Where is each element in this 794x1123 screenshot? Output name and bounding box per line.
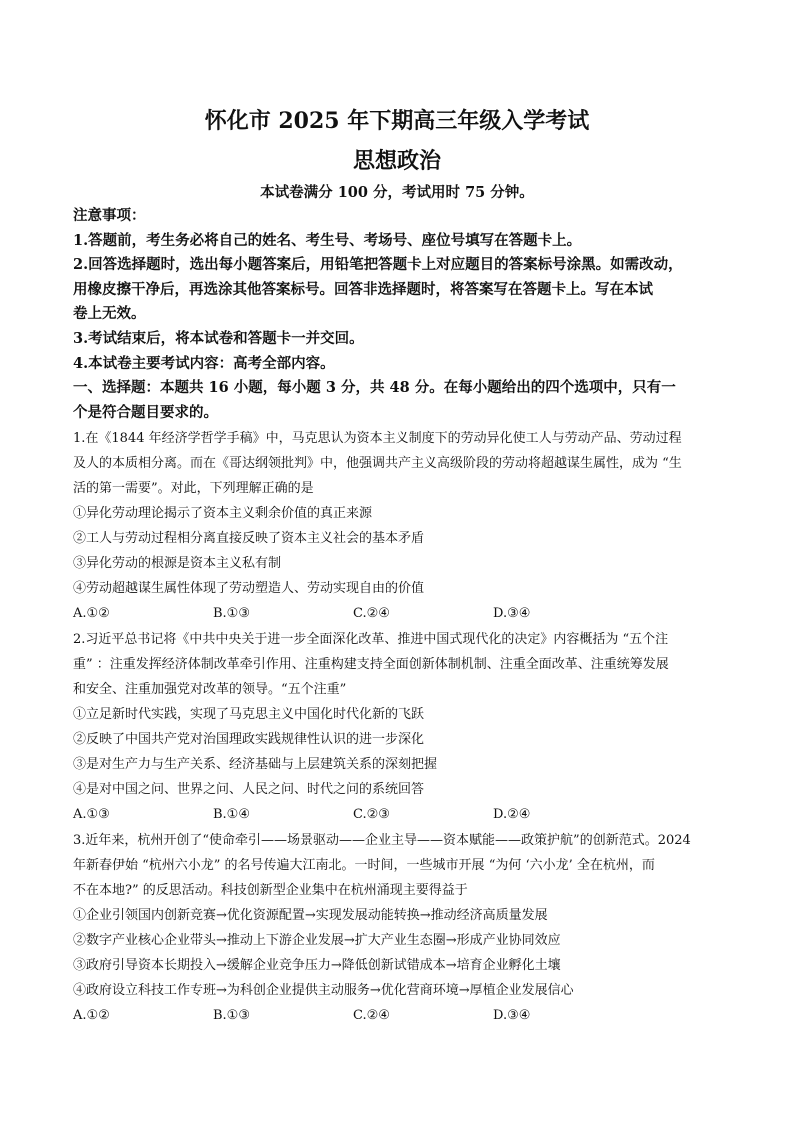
question-stem: 1.在《1844 年经济学哲学手稿》中，马克思认为资本主义制度下的劳动异化使工人与劳动产品、劳动过程 (73, 431, 682, 446)
question-option: ③政府引导资本长期投入→缓解企业竞争压力→降低创新试错成本→培育企业孵化土壤 (73, 958, 561, 973)
question-stem: 重” ：注重发挥经济体制改革牵引作用、注重构建支持全面创新体制机制、注重全面改革、注重统筹发展 (73, 657, 669, 672)
choice-d: D.②④ (493, 807, 531, 822)
answer-choices (73, 601, 723, 626)
question-option: ④政府设立科技工作专班→为科创企业提供主动服务→优化营商环境→厚植企业发展信心 (73, 983, 574, 998)
choice-b: B.①④ (213, 807, 250, 822)
section-heading: 个是符合题目要求的。 (73, 403, 218, 421)
question-option: ④劳动超越谋生属性体现了劳动塑造人、劳动实现自由的价值 (73, 581, 425, 596)
exam-title: 怀化市 2025 年下期高三年级入学考试 (204, 108, 590, 134)
choice-a: A.①② (73, 1008, 110, 1023)
choice-a: A.①③ (73, 807, 110, 822)
question-stem: 年新春伊始 “杭州六小龙” 的名号传遍大江南北。一时间，一些城市开展 “为何 ‘六小龙’ 全在杭州，而 (73, 858, 655, 873)
choice-d: D.③④ (493, 1008, 531, 1023)
instruction-line: 2.回答选择题时，选出每小题答案后，用铅笔把答题卡上对应题目的答案标号涂黑。如需改动， (73, 256, 683, 274)
question-option: ④是对中国之问、世界之问、人民之问、时代之问的系统回答 (73, 782, 425, 797)
question-1 (73, 426, 723, 626)
question-option: ①异化劳动理论揭示了资本主义剩余价值的真正来源 (73, 506, 373, 521)
choice-c: C.②③ (353, 807, 390, 822)
question-2 (73, 627, 723, 827)
question-stem: 3.近年来，杭州开创了“使命牵引——场景驱动——企业主导——资本赋能——政策护航”的创新范式。2024 (73, 833, 691, 848)
question-option: ③异化劳动的根源是资本主义私有制 (73, 556, 282, 571)
choice-b: B.①③ (213, 606, 250, 621)
question-stem: 和安全、注重加强党对改革的领导。“五个注重” (73, 682, 347, 697)
question-option: ①企业引领国内创新竞赛→优化资源配置→实现发展动能转换→推动经济高质量发展 (73, 908, 548, 923)
question-option: ③是对生产力与生产关系、经济基础与上层建筑关系的深刻把握 (73, 757, 438, 772)
instruction-line: 1.答题前，考生务必将自己的姓名、考生号、考场号、座位号填写在答题卡上。 (73, 231, 582, 249)
question-stem: 不在本地?” 的反思活动。科技创新型企业集中在杭州涌现主要得益于 (73, 883, 468, 898)
question-3 (73, 828, 723, 1028)
question-stem: 及人的本质相分离。而在《哥达纲领批判》中，他强调共产主义高级阶段的劳动将超越谋生属性，成为 “生 (73, 456, 682, 471)
choice-d: D.③④ (493, 606, 531, 621)
subject-title: 思想政治 (352, 148, 441, 174)
choice-a: A.①② (73, 606, 110, 621)
question-stem: 2.习近平总书记将《中共中央关于进一步全面深化改革、推进中国式现代化的决定》内容概括为 “五个注 (73, 632, 669, 647)
question-stem: 活的第一需要”。对此，下列理解正确的是 (73, 481, 314, 496)
choice-c: C.②④ (353, 606, 390, 621)
instructions (73, 204, 723, 425)
choice-b: B.①③ (213, 1008, 250, 1023)
instructions-heading: 注意事项： (73, 207, 146, 224)
instruction-line: 卷上无效。 (73, 305, 146, 323)
instruction-line: 3.考试结束后，将本试卷和答题卡一并交回。 (73, 329, 364, 347)
question-option: ②工人与劳动过程相分离直接反映了资本主义社会的基本矛盾 (73, 531, 425, 546)
instruction-line: 用橡皮擦干净后，再选涂其他答案标号。回答非选择题时，将答案写在答题卡上。写在本试 (73, 280, 653, 298)
question-option: ②反映了中国共产党对治国理政实践规律性认识的进一步深化 (73, 732, 425, 747)
answer-choices (73, 802, 723, 827)
choice-c: C.②④ (353, 1008, 390, 1023)
question-option: ①立足新时代实践，实现了马克思主义中国化时代化新的飞跃 (73, 707, 425, 722)
answer-choices (73, 1003, 723, 1028)
exam-info: 本试卷满分 100 分，考试用时 75 分钟。 (260, 184, 534, 201)
question-option: ②数字产业核心企业带头→推动上下游企业发展→扩大产业生态圈→形成产业协同效应 (73, 933, 561, 948)
section-heading: 一、选择题：本题共 16 小题，每小题 3 分，共 48 分。在每小题给出的四个选项中，只有一 (73, 379, 676, 397)
instruction-line: 4.本试卷主要考试内容：高考全部内容。 (73, 354, 335, 372)
